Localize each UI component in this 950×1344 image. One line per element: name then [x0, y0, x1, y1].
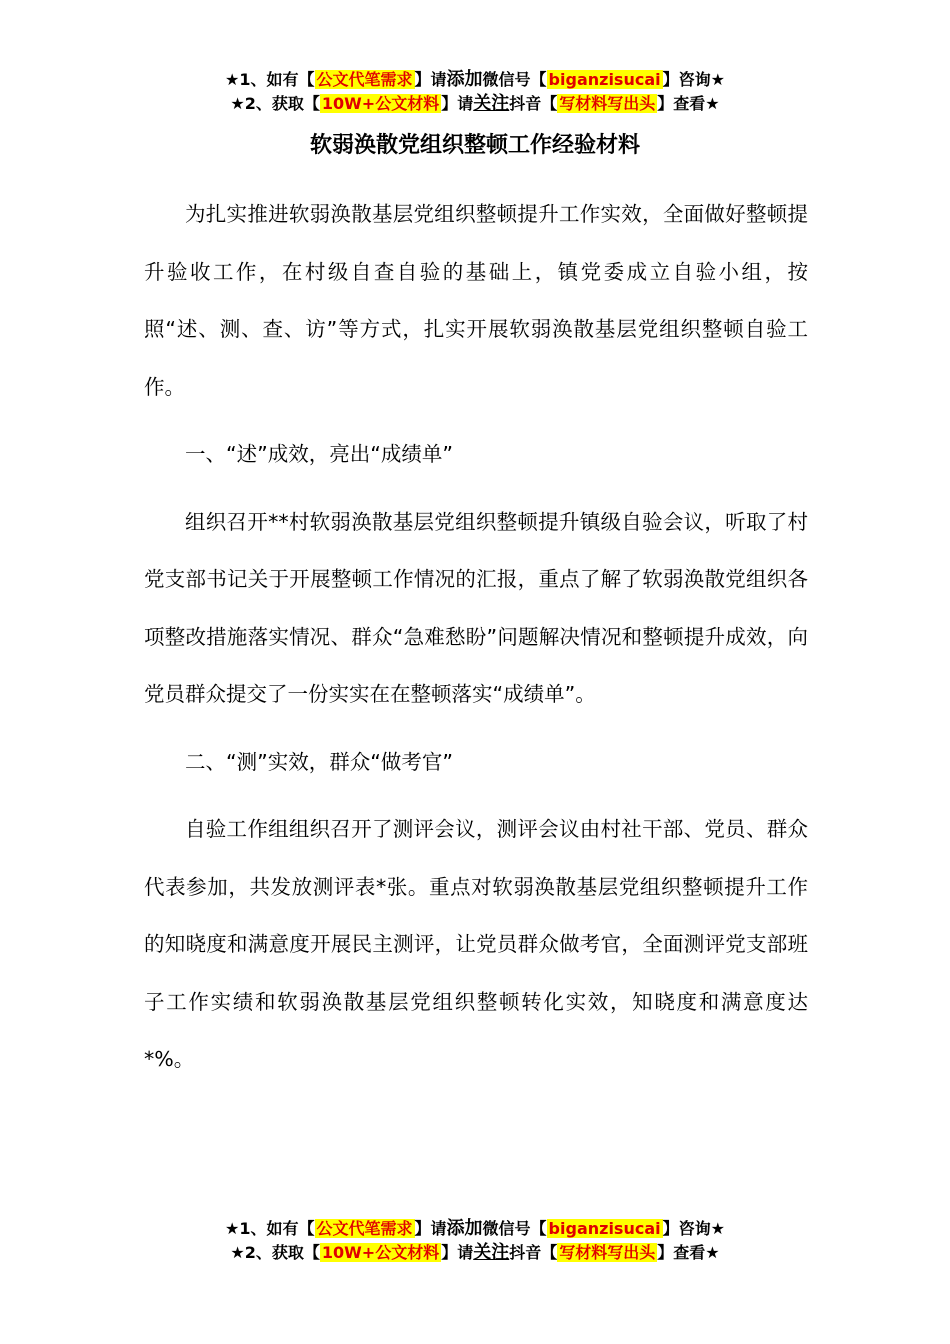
banner-line-2: [0, 92, 950, 116]
banner-text: 】请: [441, 94, 474, 113]
highlight-materials: 10W+公文材料: [321, 94, 440, 113]
banner-text: 】咨询★: [662, 70, 725, 89]
banner-text: 】咨询★: [662, 1219, 725, 1238]
banner-text: ★2、获取【: [230, 94, 320, 113]
emphasis-follow: 关注: [473, 93, 510, 114]
emphasis-add: 添加: [446, 1218, 483, 1239]
highlight-wechat-id: biganzisucai: [548, 1219, 661, 1238]
highlight-materials: 10W+公文材料: [321, 1243, 440, 1262]
banner-text: 微信号【: [482, 70, 547, 89]
banner-text: 】查看★: [657, 1243, 720, 1262]
intro-paragraph: 为扎实推进软弱涣散基层党组织整顿提升工作实效，全面做好整顿提升验收工作，在村级自查自验的基础上，镇党委成立自验小组，按照“述、测、查、访”等方式，扎实开展软弱涣散基层党组织整顿自验工作。: [144, 202, 808, 399]
emphasis-add: 添加: [446, 69, 483, 90]
banner-text: ★2、获取【: [230, 1243, 320, 1262]
banner-text: 微信号【: [482, 1219, 547, 1238]
section-2-paragraph: 自验工作组组织召开了测评会议，测评会议由村社干部、党员、群众代表参加，共发放测评表*张。重点对软弱涣散基层党组织整顿提升工作的知晓度和满意度开展民主测评，让党员群众做考官，全面测评党支部班子工作实绩和软弱涣散基层党组织整顿转化实效，知晓度和满意度达*%。: [144, 817, 808, 1071]
banner-line-1: [0, 1217, 950, 1241]
section-1-paragraph: 组织召开**村软弱涣散基层党组织整顿提升镇级自验会议，听取了村党支部书记关于开展整顿工作情况的汇报，重点了解了软弱涣散党组织各项整改措施落实情况、群众“急难愁盼”问题解决情况和整顿提升成效，向党员群众提交了一份实实在在整顿落实“成绩单”。: [144, 509, 808, 706]
highlight-service: 公文代笔需求: [316, 1219, 413, 1238]
highlight-service: 公文代笔需求: [316, 70, 413, 89]
banner-line-2: [0, 1241, 950, 1265]
section-heading-1: 一、“述”成效，亮出“成绩单”: [185, 442, 453, 466]
banner-text: 抖音【: [509, 1243, 558, 1262]
section-heading-2: 二、“测”实效，群众“做考官”: [185, 749, 453, 774]
emphasis-follow: 关注: [473, 1242, 510, 1263]
banner-text: 】请: [414, 1219, 447, 1238]
banner-text: 】查看★: [657, 94, 720, 113]
document-title: 软弱涣散党组织整顿工作经验材料: [309, 133, 640, 158]
document-body: [144, 186, 808, 1099]
footer-banner: [0, 1217, 950, 1265]
header-banner: [0, 68, 950, 116]
banner-text: ★1、如有【: [225, 1219, 315, 1238]
highlight-wechat-id: biganzisucai: [548, 70, 661, 89]
banner-text: 抖音【: [509, 94, 558, 113]
banner-line-1: [0, 68, 950, 92]
highlight-douyin-account: 写材料写出头: [559, 94, 656, 113]
banner-text: ★1、如有【: [225, 70, 315, 89]
highlight-douyin-account: 写材料写出头: [559, 1243, 656, 1262]
banner-text: 】请: [414, 70, 447, 89]
banner-text: 】请: [441, 1243, 474, 1262]
